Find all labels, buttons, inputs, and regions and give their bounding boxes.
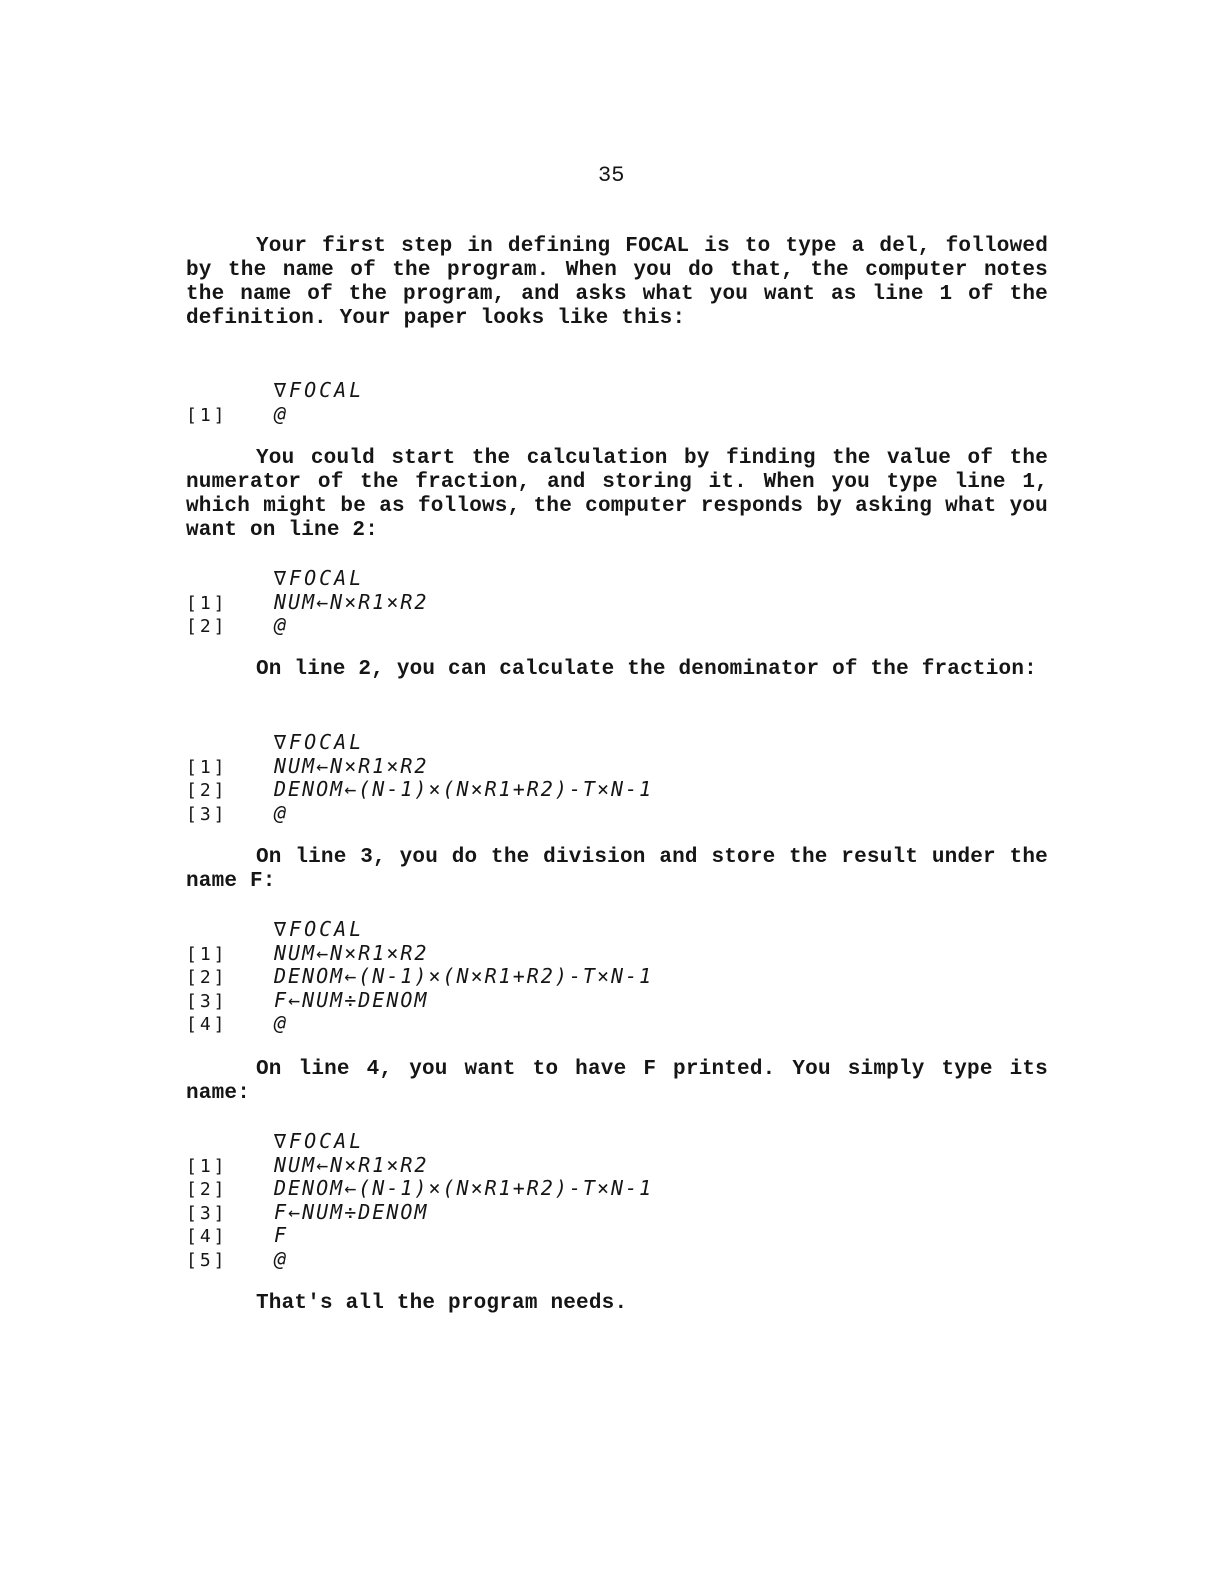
function-header: ∇FOCAL bbox=[274, 566, 365, 590]
code-listing-1 bbox=[186, 379, 886, 426]
code-statement: F←NUM÷DENOM bbox=[274, 1199, 429, 1224]
paragraph-conclusion: That's all the program needs. bbox=[256, 1292, 628, 1315]
paragraph-denominator: On line 2, you can calculate the denominator of the fraction: bbox=[256, 658, 1037, 681]
line-number: [4] bbox=[186, 1226, 228, 1247]
line-number: [3] bbox=[186, 990, 228, 1012]
code-statement: @ bbox=[274, 401, 289, 426]
line-number: [1] bbox=[186, 592, 228, 614]
code-line bbox=[186, 989, 886, 1013]
paragraph-print: On line 4, you want to have F printed. You simply type its name: bbox=[186, 1058, 1048, 1105]
line-number: [4] bbox=[186, 1014, 228, 1035]
code-line bbox=[186, 403, 886, 427]
code-statement: NUM←N×R1×R2 bbox=[274, 940, 429, 965]
code-statement: NUM←N×R1×R2 bbox=[274, 753, 429, 778]
line-number: [2] bbox=[186, 967, 228, 988]
function-header: ∇FOCAL bbox=[274, 1129, 365, 1153]
code-statement: NUM←N×R1×R2 bbox=[274, 1152, 429, 1177]
line-number: [3] bbox=[186, 803, 228, 825]
line-number: [1] bbox=[186, 756, 228, 778]
code-line bbox=[186, 942, 886, 966]
code-listing-4 bbox=[186, 918, 886, 1036]
code-line bbox=[186, 1154, 886, 1178]
paragraph-del-intro: Your first step in defining FOCAL is to type a del, followed by the name of the program. When you do that, the computer notes the name of the program, and asks what you want as line 1 of the definition. Your paper looks like this: bbox=[186, 235, 1048, 330]
code-line bbox=[186, 755, 886, 779]
code-statement: @ bbox=[274, 1011, 289, 1035]
line-number: [1] bbox=[186, 404, 228, 426]
line-number: [1] bbox=[186, 1155, 228, 1177]
line-number: [5] bbox=[186, 1249, 228, 1271]
code-statement: @ bbox=[274, 1246, 289, 1271]
code-listing-5 bbox=[186, 1130, 886, 1271]
line-number: [3] bbox=[186, 1202, 228, 1224]
code-line bbox=[186, 1177, 886, 1201]
code-line bbox=[186, 965, 886, 989]
code-line bbox=[186, 591, 886, 615]
line-number: [2] bbox=[186, 1179, 228, 1200]
listing-header bbox=[186, 918, 886, 942]
code-listing-2 bbox=[186, 567, 886, 638]
code-line bbox=[186, 1012, 886, 1036]
paragraph-division: On line 3, you do the division and store the result under the name F: bbox=[186, 846, 1048, 893]
code-statement: @ bbox=[274, 613, 289, 637]
code-statement: F←NUM÷DENOM bbox=[274, 987, 429, 1012]
function-header: ∇FOCAL bbox=[274, 917, 365, 941]
listing-header bbox=[186, 731, 886, 755]
code-line bbox=[186, 1224, 886, 1248]
listing-header bbox=[186, 379, 886, 403]
function-header: ∇FOCAL bbox=[274, 730, 365, 754]
line-number: [1] bbox=[186, 943, 228, 965]
paragraph-numerator: You could start the calculation by finding the value of the numerator of the fraction, and storing it. When you type line 1, which might be as follows, the computer responds by asking what you want on line 2: bbox=[186, 447, 1048, 542]
code-listing-3 bbox=[186, 731, 886, 825]
code-statement: NUM←N×R1×R2 bbox=[274, 589, 429, 614]
code-line bbox=[186, 802, 886, 826]
code-statement: DENOM←(N-1)×(N×R1+R2)-T×N-1 bbox=[274, 964, 654, 988]
page-number: 35 bbox=[598, 163, 625, 188]
code-line bbox=[186, 778, 886, 802]
code-line bbox=[186, 1248, 886, 1272]
line-number: [2] bbox=[186, 780, 228, 801]
code-line bbox=[186, 614, 886, 638]
function-header: ∇FOCAL bbox=[274, 378, 365, 402]
line-number: [2] bbox=[186, 616, 228, 637]
code-statement: F bbox=[274, 1223, 289, 1247]
listing-header bbox=[186, 1130, 886, 1154]
code-statement: DENOM←(N-1)×(N×R1+R2)-T×N-1 bbox=[274, 1176, 654, 1200]
code-statement: DENOM←(N-1)×(N×R1+R2)-T×N-1 bbox=[274, 777, 654, 801]
listing-header bbox=[186, 567, 886, 591]
code-statement: @ bbox=[274, 800, 289, 825]
code-line bbox=[186, 1201, 886, 1225]
